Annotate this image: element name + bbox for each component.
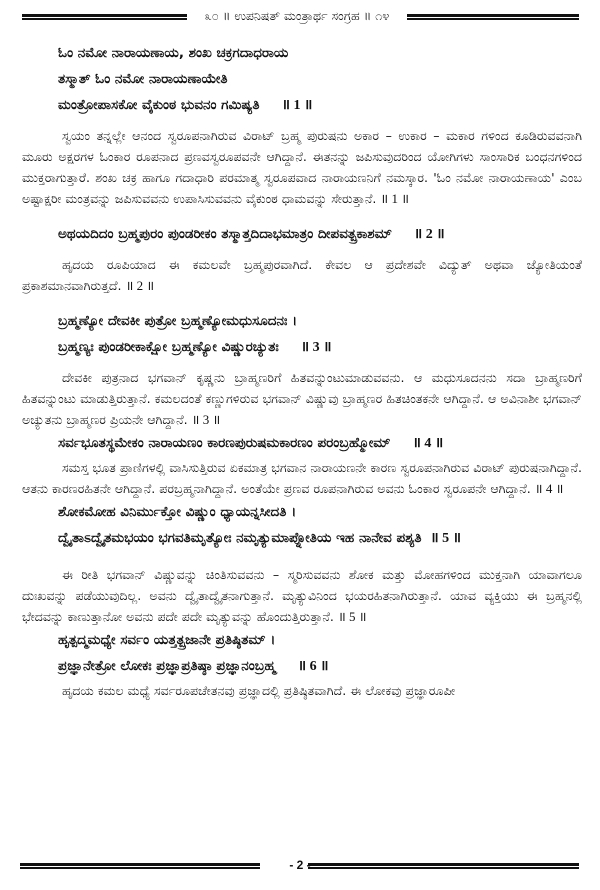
verse-number: ॥ 5 ॥	[430, 531, 462, 546]
commentary-text: ಹೃದಯ ಕಮಲ ಮಧ್ಯೆ ಸರ್ವರೂಪಚೇತನವು ಪ್ರಜ್ಞಾದಲ್ಲಿ ಪ್ರತಿಷ್ಠಿತವಾಗಿದೆ. ಈ ಲೋಕವು ಪ್ರಜ್ಞಾರೂಪೀ	[62, 683, 456, 698]
verse-3	[22, 308, 582, 361]
verse-4	[22, 430, 582, 457]
page-body	[22, 40, 582, 701]
verse-5	[22, 499, 582, 552]
commentary-text: ಸ್ವಯಂ ತನ್ನಲ್ಲೇ ಆನಂದ ಸ್ವರೂಪನಾಗಿರುವ ವಿರಾಟ್ ಬ್ರಹ್ಮ ಪುರುಷನು ಅಕಾರ – ಉಕಾರ – ಮಕಾರ ಗಳಿಂದ ಕೂಡಿರುವವನಾಗಿ ಮೂರು ಅಕ್ಷರಗಳ ಓಂಕಾರ ರೂಪನಾದ ಪ್ರಣವಸ್ವರೂಪವನೇ ಆಗಿದ್ದಾನೆ. ಈತನನ್ನು ಜಪಿಸುವುದರಿಂದ ಯೋಗಿಗಳು ಸಾಂಸಾರಿಕ ಬಂಧನಗಳಿಂದ ಮುಕ್ತರಾಗುತ್ತಾರೆ. ಶಂಖ ಚಕ್ರ ಹಾಗೂ ಗದಾಧಾರಿ ಪರಮಾತ್ಮ ಸ್ವರೂಪವಾದ ನಾರಾಯಣನಿಗೆ ನಮಸ್ಕಾರ. 'ಓಂ ನಮೋ ನಾರಾಯಣಾಯ' ಎಂಬ ಅಷ್ಟಾಕ್ಷರೀ ಮಂತ್ರವನ್ನು ಜಪಿಸುವವನು ಉಪಾಸಿಸುವವನು ವೈಕುಂಠ ಧಾಮವನ್ನು ಸೇರುತ್ತಾನೆ.	[22, 128, 582, 206]
verse-number: ॥ 2 ॥	[413, 227, 445, 242]
header-left-number: ೩೦	[204, 8, 219, 23]
verse-line: ಹೃತ್ಪದ್ಮಮಧ್ಯೇ ಸರ್ವಂ ಯತ್ತತ್ಪ್ರಜಾನೇ ಪ್ರತಿಷ್ಠಿತಮ್ ।	[58, 632, 276, 648]
verse-line: ಶೋಕಮೋಹ ವಿನಿರ್ಮುಕ್ತೋ ವಿಷ್ಣುಂ ಧ್ಯಾಯನ್ನಸೀದತಿ ।	[58, 504, 297, 520]
commentary-number: ॥ 3 ॥	[191, 412, 221, 427]
verse-1	[22, 40, 582, 119]
commentary-1	[22, 125, 582, 209]
commentary-text: ಸಮಸ್ತ ಭೂತ ಪ್ರಾಣಿಗಳಲ್ಲಿ ವಾಸಿಸುತ್ತಿರುವ ಏಕಮಾತ್ರ ಭಗವಾನ ನಾರಾಯಣನೇ ಕಾರಣ ಸ್ವರೂಪನಾಗಿರುವ ವಿರಾಟ್ ಪುರುಷನಾಗಿದ್ದಾನೆ. ಆತನು ಕಾರಣರಹಿತನೇ ಆಗಿದ್ದಾನೆ. ಪರಬ್ರಹ್ಮನಾಗಿದ್ದಾನೆ. ಅಂತೆಯೇ ಪ್ರಣವ ರೂಪನಾಗಿರುವ ಅವನು ಓಂಕಾರ ಸ್ವರೂಪನೇ ಆಗಿದ್ದಾನೆ.	[22, 460, 582, 496]
verse-line: ತಸ್ಮಾತ್ ಓಂ ನಮೋ ನಾರಾಯಣಾಯೇತಿ	[58, 71, 228, 87]
verse-number: ॥ 3 ॥	[300, 340, 332, 355]
commentary-2	[22, 254, 582, 296]
commentary-6	[22, 680, 582, 701]
page-header	[0, 6, 600, 30]
verse-number: ॥ 4 ॥	[412, 436, 444, 451]
commentary-number: ॥ 4 ॥	[534, 481, 564, 496]
commentary-text: ಈ ರೀತಿ ಭಗವಾನ್ ವಿಷ್ಣುವನ್ನು ಚಿಂತಿಸುವವನು – ಸ್ಮರಿಸುವವನು ಶೋಕ ಮತ್ತು ಮೋಹಗಳಿಂದ ಮುಕ್ತನಾಗಿ ಯಾವಾಗಲೂ ದುಃಖವನ್ನು ಪಡೆಯುವುದಿಲ್ಲ. ಅವನು ದ್ವೈತಾದ್ವೈತನಾಗುತ್ತಾನೆ. ಮೃತ್ಯುವಿನಿಂದ ಭಯರಹಿತನಾಗಿರುತ್ತಾನೆ. ಯಾವ ವ್ಯಕ್ತಿಯು ಈ ಬ್ರಹ್ಮನಲ್ಲಿ ಭೇದವನ್ನು ಕಾಣುತ್ತಾನೋ ಅವನು ಪದೇ ಪದೇ ಮೃತ್ಯುವನ್ನು ಹೊಂದುತ್ತಿರುತ್ತಾನೆ.	[22, 567, 582, 624]
commentary-5	[22, 564, 582, 627]
commentary-number: ॥ 5 ॥	[337, 609, 367, 624]
footer-rule-left	[20, 863, 260, 869]
running-title	[187, 8, 407, 24]
verse-line: ಮಂತ್ರೋಪಾಸಕೋ ವೈಕುಂಠ ಭುವನಂ ಗಮಿಷ್ಯತಿ	[58, 97, 260, 113]
commentary-text: ಹೃದಯ ರೂಪಿಯಾದ ಈ ಕಮಲವೇ ಬ್ರಹ್ಮಪುರವಾಗಿದೆ. ಕೇವಲ ಆ ಪ್ರದೇಶವೇ ವಿದ್ಯುತ್ ಅಥವಾ ಜ್ಯೋತಿಯಂತೆ ಪ್ರಕಾಶಮಾನವಾಗಿರುತ್ತದೆ.	[22, 257, 582, 293]
verse-line: ಅಥಯದಿದಂ ಬ್ರಹ್ಮಪುರಂ ಪುಂಡರೀಕಂ ತಸ್ಮಾತ್ತದಿದಾಭಮಾತ್ರಂ ದೀಪವತ್ಪ್ರಕಾಶಮ್	[58, 226, 392, 242]
commentary-number: ॥ 1 ॥	[380, 191, 409, 206]
commentary-4	[22, 457, 582, 499]
verse-line: ಬ್ರಹ್ಮಣ್ಯಃ ಪುಂಡರೀಕಾಕ್ಷೋ ಬ್ರಹ್ಮಣ್ಯೋ ವಿಷ್ಣುರಚ್ಯುತಃ	[58, 339, 279, 355]
commentary-3	[22, 367, 582, 430]
header-rule-left	[22, 14, 187, 20]
page-number: - 2 -	[289, 858, 311, 872]
header-right-number: ೧೪	[375, 8, 390, 23]
verse-line: ಪ್ರಜ್ಞಾನೇತ್ರೋ ಲೋಕಃ ಪ್ರಜ್ಞಾಪ್ರತಿಷ್ಠಾ ಪ್ರಜ್ಞಾನಂಬ್ರಹ್ಮ	[58, 658, 276, 674]
page-footer	[0, 858, 600, 878]
verse-2	[22, 221, 582, 248]
verse-line: ಬ್ರಹ್ಮಣ್ಯೋ ದೇವಕೀ ಪುತ್ರೋ ಬ್ರಹ್ಮಣ್ಯೋಮಧುಸೂದನಃ ।	[58, 313, 298, 329]
header-title: ॥ ಉಪನಿಷತ್ ಮಂತ್ರಾರ್ಥ ಸಂಗ್ರಹ ॥	[222, 8, 372, 23]
header-rule-right	[407, 14, 579, 20]
commentary-text: ದೇವಕೀ ಪುತ್ರನಾದ ಭಗವಾನ್ ಕೃಷ್ಣನು ಬ್ರಾಹ್ಮಣರಿಗೆ ಹಿತವನ್ನುಂಟುಮಾಡುವವನು. ಆ ಮಧುಸೂದನನು ಸದಾ ಬ್ರಾಹ್ಮಣರಿಗೆ ಹಿತವನ್ನುಂಟು ಮಾಡುತ್ತಿರುತ್ತಾನೆ. ಕಮಲದಂತೆ ಕಣ್ಣುಗಳಿರುವ ಭಗವಾನ್ ವಿಷ್ಣುವು ಬ್ರಾಹ್ಮಣರ ಹಿತಚಿಂತಕನೇ ಆಗಿದ್ದಾನೆ. ಆ ಅವಿನಾಶೀ ಭಗವಾನ್ ಅಚ್ಯುತನು ಬ್ರಾಹ್ಮಣರ ಪ್ರಿಯನೇ ಆಗಿದ್ದಾನೆ.	[22, 370, 582, 427]
verse-number: ॥ 1 ॥	[281, 98, 313, 113]
verse-line: ಓಂ ನಮೋ ನಾರಾಯಣಾಯ, ಶಂಖ ಚಕ್ರಗದಾಧರಾಯ	[58, 45, 289, 61]
footer-rule-right	[308, 863, 579, 869]
commentary-number: ॥ 2 ॥	[125, 278, 155, 293]
verse-number: ॥ 6 ॥	[297, 659, 329, 674]
verse-6	[22, 627, 582, 680]
verse-line: ದ್ವೈತಾಽದ್ವೈತಮಭಯಂ ಭಗವತಿಮೃತ್ಯೋಃ ನಮೃತ್ಯುಮಾಪ್ನೋತಿಯ ಇಹ ನಾನೇವ ಪಶ್ಯತಿ	[58, 530, 422, 546]
verse-line: ಸರ್ವಭೂತಸ್ಥಮೇಕಂ ನಾರಾಯಣಂ ಕಾರಣಪುರುಷಮಕಾರಣಂ ಪರಂಬ್ರಹ್ಮೋಮ್	[58, 435, 391, 451]
